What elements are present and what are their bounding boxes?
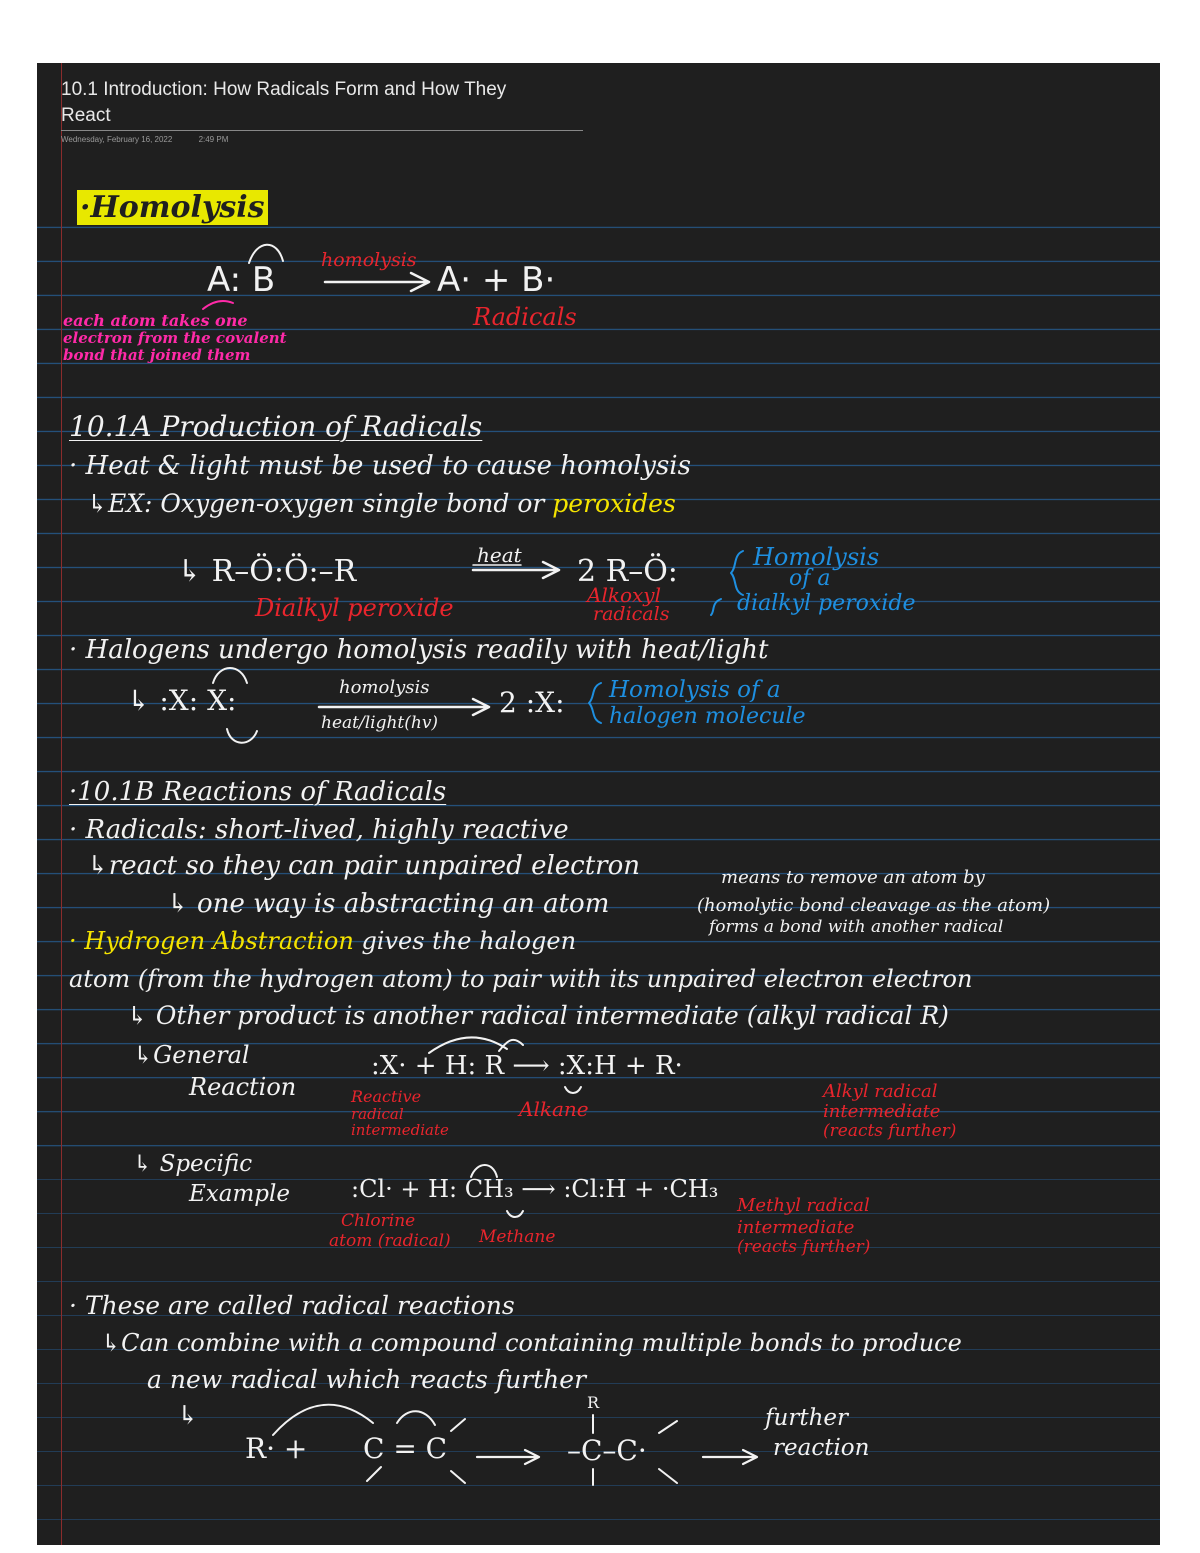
alkyl-label-1: Alkyl radical bbox=[823, 1081, 938, 1102]
brace-homolysis-1: Homolysis bbox=[753, 543, 880, 571]
reactive-label-3: intermediate bbox=[351, 1121, 449, 1139]
radicals-label: Radicals bbox=[473, 303, 577, 331]
alkyl-label-3: (reacts further) bbox=[823, 1121, 957, 1141]
halogen-brace bbox=[589, 683, 601, 723]
reactions-line-5: atom (from the hydrogen atom) to pair with its unpaired electron electron bbox=[69, 965, 973, 993]
reactions-line-2: ↳react so they can pair unpaired electron bbox=[87, 851, 640, 881]
radical-reactions-line-3: a new radical which reacts further bbox=[147, 1365, 587, 1394]
reactions-line-3: ↳ one way is abstracting an atom bbox=[167, 889, 610, 919]
peroxide-brace-1 bbox=[731, 551, 743, 595]
reactions-line-6: ↳ Other product is another radical intermediate (alkyl radical R) bbox=[127, 1001, 949, 1030]
note-page bbox=[37, 63, 1160, 1545]
chlorine-label-1: Chlorine bbox=[341, 1211, 416, 1231]
reactions-heading: ·10.1B Reactions of Radicals bbox=[69, 777, 447, 807]
homolysis-products: A· + B· bbox=[437, 260, 556, 300]
peroxide-reactant: ↳ R–Ö:Ö:–R bbox=[177, 554, 357, 589]
general-reaction-1: ↳General bbox=[133, 1041, 250, 1069]
methyl-label-3: (reacts further) bbox=[737, 1237, 871, 1257]
brace-homolysis-3: dialkyl peroxide bbox=[737, 591, 916, 616]
page-title[interactable]: 10.1 Introduction: How Radicals Form and How They React bbox=[61, 79, 507, 126]
scheme-alkene: C = C bbox=[363, 1432, 448, 1465]
page-date: Wednesday, February 16, 2022 bbox=[61, 135, 173, 144]
alkoxyl-label-2: radicals bbox=[593, 603, 670, 625]
production-heading: 10.1A Production of Radicals bbox=[69, 410, 483, 443]
further-label-1: further bbox=[765, 1405, 848, 1431]
halogen-reactant: ↳ :X: X: bbox=[127, 684, 237, 717]
alkyl-label-2: intermediate bbox=[823, 1101, 941, 1122]
alkoxyl-label-1: Alkoxyl bbox=[587, 583, 661, 607]
scheme-arrow: ↳ bbox=[177, 1401, 199, 1431]
paren-note-1: means to remove an atom by bbox=[721, 867, 985, 888]
alkane-label: Alkane bbox=[519, 1097, 589, 1121]
paren-note-2: (homolytic bond cleavage as the atom) bbox=[697, 895, 1051, 916]
page-timestamp bbox=[61, 135, 252, 144]
paren-note-3: forms a bond with another radical bbox=[709, 917, 1004, 937]
page-time: 2:49 PM bbox=[198, 135, 229, 144]
scheme-r-substituent: R bbox=[587, 1393, 600, 1412]
homolysis-note-1: each atom takes one bbox=[63, 311, 248, 330]
peroxide-brace-2 bbox=[711, 599, 721, 615]
methyl-label-2: intermediate bbox=[737, 1217, 855, 1238]
scheme-reactant: R· + bbox=[245, 1432, 308, 1465]
further-arrow bbox=[703, 1450, 757, 1464]
homolysis-arrow bbox=[325, 273, 429, 291]
radical-reactions-line-1: · These are called radical reactions bbox=[69, 1291, 515, 1320]
methane-label: Methane bbox=[479, 1227, 556, 1247]
addition-arrow-2 bbox=[397, 1411, 435, 1425]
hydrogen-abstraction-line: · Hydrogen Abstraction gives the halogen bbox=[69, 927, 577, 955]
pointer-arrow-pink bbox=[203, 301, 233, 309]
peroxide-product: 2 R–Ö: bbox=[577, 554, 678, 589]
halogen-arrow-top: homolysis bbox=[339, 677, 430, 698]
homolysis-heading: ·Homolysis bbox=[77, 193, 268, 223]
homolysis-reactant: A: B bbox=[207, 260, 276, 300]
methyl-label-1: Methyl radical bbox=[737, 1195, 870, 1216]
addition-arrow-1 bbox=[273, 1405, 373, 1435]
radical-reactions-line-2: ↳Can combine with a compound containing multiple bonds to produce bbox=[101, 1329, 962, 1357]
title-divider bbox=[61, 130, 583, 131]
dialkyl-peroxide-label: Dialkyl peroxide bbox=[255, 594, 454, 622]
homolysis-note-3: bond that joined them bbox=[63, 346, 251, 364]
reactive-label-2: radical bbox=[351, 1105, 404, 1123]
halogen-line: · Halogens undergo homolysis readily with heat/light bbox=[69, 635, 769, 665]
homolysis-note-2: electron from the covalent bbox=[63, 329, 287, 347]
specific-example-1: ↳ Specific bbox=[133, 1151, 253, 1177]
general-equation: :X· + H: R ⟶ :X:H + R· bbox=[371, 1051, 683, 1081]
reactive-label-1: Reactive bbox=[351, 1087, 422, 1106]
general-reaction-2: Reaction bbox=[189, 1073, 297, 1101]
halogen-brace-1: Homolysis of a bbox=[609, 677, 781, 703]
chlorine-label-2: atom (radical) bbox=[329, 1231, 451, 1251]
brace-homolysis-2: of a bbox=[789, 566, 831, 591]
halogen-product: 2 :X: bbox=[499, 686, 565, 719]
fishhook-arrow-2 bbox=[213, 668, 247, 683]
production-example: ↳EX: Oxygen-oxygen single bond or peroxides bbox=[87, 489, 676, 518]
peroxides-highlight: peroxides bbox=[552, 489, 676, 518]
halogen-brace-2: halogen molecule bbox=[609, 704, 806, 729]
further-label-2: reaction bbox=[773, 1435, 870, 1461]
production-line-1: · Heat & light must be used to cause homolysis bbox=[69, 451, 691, 481]
fishhook-arrow-3 bbox=[227, 729, 257, 743]
homolysis-arrow-label: homolysis bbox=[321, 249, 417, 271]
specific-equation: :Cl· + H: CH₃ ⟶ :Cl:H + ·CH₃ bbox=[351, 1175, 719, 1203]
scheme-product: –C–C· bbox=[567, 1434, 647, 1467]
margin-line bbox=[61, 63, 62, 1545]
heat-label: heat bbox=[477, 543, 522, 567]
specific-example-2: Example bbox=[189, 1181, 290, 1207]
hydrogen-abstraction-highlight: · Hydrogen Abstraction bbox=[69, 927, 354, 955]
halogen-arrow-bottom: heat/light(hv) bbox=[321, 713, 439, 733]
addition-arrow-3 bbox=[477, 1450, 539, 1464]
reactions-line-1: · Radicals: short-lived, highly reactive bbox=[69, 815, 569, 845]
